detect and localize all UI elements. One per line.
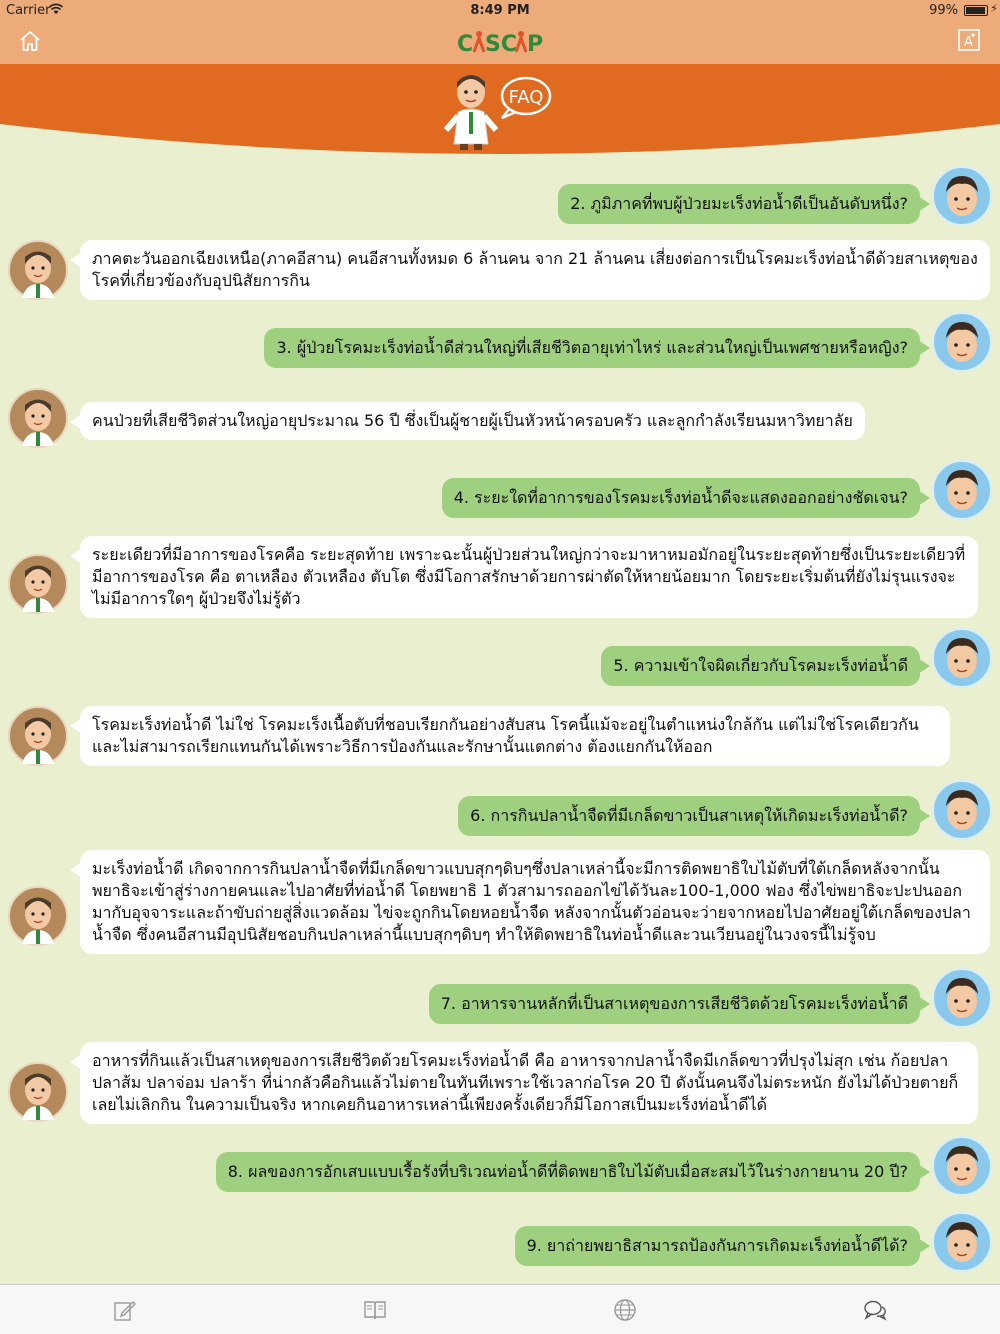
- font-size-icon[interactable]: [958, 29, 980, 51]
- answer-message: [0, 1040, 1000, 1126]
- user-avatar: [932, 628, 992, 688]
- question-message: [0, 164, 1000, 230]
- doctor-avatar: [8, 1062, 68, 1122]
- answer-message: [0, 236, 1000, 304]
- chat-icon[interactable]: [863, 1298, 887, 1322]
- user-avatar: [932, 968, 992, 1028]
- question-bubble[interactable]: 9. ยาถ่ายพยาธิสามารถป้องกันการเกิดมะเร็งท่อน้ำดีได้?: [515, 1226, 920, 1266]
- question-message: [0, 460, 1000, 526]
- question-bubble[interactable]: 8. ผลของการอักเสบแบบเรื้อรังที่บริเวณท่อน้ำดีที่ติดพยาธิใบไม้ตับเมื่อสะสมไว้ในร่างกายนาน 20 ปี?: [216, 1152, 920, 1192]
- answer-message: [0, 704, 1000, 772]
- doctor-face-icon: [10, 242, 66, 298]
- boy-face-icon: [934, 782, 990, 838]
- boy-face-icon: [934, 168, 990, 224]
- answer-message: [0, 386, 1000, 452]
- question-message: [0, 628, 1000, 694]
- doctor-avatar: [8, 886, 68, 946]
- doctor-avatar: [8, 388, 68, 448]
- user-avatar: [932, 1136, 992, 1196]
- question-message: [0, 1210, 1000, 1276]
- question-message: [0, 966, 1000, 1032]
- svg-text:SC: SC: [485, 32, 517, 57]
- tab-bar: [0, 1284, 1000, 1334]
- home-icon[interactable]: [18, 29, 42, 53]
- doctor-face-icon: [10, 1064, 66, 1120]
- navigation-bar: [0, 0, 1000, 64]
- user-avatar: [932, 1212, 992, 1272]
- doctor-face-icon: [10, 708, 66, 764]
- doctor-face-icon: [10, 390, 66, 446]
- battery-percent: 99%: [929, 3, 958, 18]
- charging-icon: ⚡: [990, 2, 998, 15]
- faq-chat-list[interactable]: [0, 160, 1000, 1284]
- boy-face-icon: [934, 314, 990, 370]
- doctor-face-icon: [10, 556, 66, 612]
- question-bubble[interactable]: 3. ผู้ป่วยโรคมะเร็งท่อน้ำดีส่วนใหญ่ที่เสียชีวิตอายุเท่าไหร่ และส่วนใหญ่เป็นเพศชายหรือหญิง?: [264, 328, 920, 368]
- question-bubble[interactable]: 4. ระยะใดที่อาการของโรคมะเร็งท่อน้ำดีจะแสดงออกอย่างชัดเจน?: [442, 478, 920, 518]
- boy-face-icon: [934, 970, 990, 1026]
- answer-bubble[interactable]: ระยะเดียวที่มีอาการของโรคคือ ระยะสุดท้าย เพราะฉะนั้นผู้ป่วยส่วนใหญ่กว่าจะมาหาหมอมักอยู่ในระยะสุดท้ายซึ่งเป็นระยะเดียวที่มีอาการของโรค คือ ตาเหลือง ตัวเหลือง ตับโต ซึ่งมีโอกาสรักษาด้วยการผ่าตัดให้หายน้อยมาก โดยระยะเริ่มต้นที่ยังไม่รุนแรงจะไม่มีอาการใดๆ ผู้ป่วยจึงไม่รู้ตัว: [80, 536, 978, 618]
- boy-face-icon: [934, 630, 990, 686]
- question-message: [0, 780, 1000, 846]
- answer-bubble[interactable]: อาหารที่กินแล้วเป็นสาเหตุของการเสียชีวิตด้วยโรคมะเร็งท่อน้ำดี คือ อาหารจากปลาน้ำจืดมีเกล็ดขาวที่ปรุงไม่สุก เช่น ก้อยปลา ปลาส้ม ปลาจ่อม ปลาร้า ที่น่ากลัวคือกินแล้วไม่ตายในทันทีเพราะใช้เวลาก่อโรค 20 ปี ดังนั้นคนจึงไม่ตระหนัก ยังไม่ได้ป่วยตายก็เลยไม่เลิกกิน ในความเป็นจริง หากเคยกินอาหารเหล่านี้เพียงครั้งเดียวก็มีโอกาสเป็นมะเร็งท่อน้ำดีได้: [80, 1042, 978, 1124]
- answer-bubble[interactable]: โรคมะเร็งท่อน้ำดี ไม่ใช่ โรคมะเร็งเนื้อตับที่ชอบเรียกกันอย่างสับสน โรคนี้แม้จะอยู่ในตำแหน่งใกล้กัน แต่ไม่ใช่โรคเดียวกันและไม่สามารถเรียกแทนกันได้เพราะวิธีการป้องกันและรักษานั้นแตกต่าง ต้องแยกกันให้ออก: [80, 706, 950, 766]
- carrier-label: Carrier: [6, 3, 51, 18]
- faq-doctor-mascot: [440, 70, 560, 152]
- boy-face-icon: [934, 1214, 990, 1270]
- boy-face-icon: [934, 462, 990, 518]
- status-bar: [0, 0, 1000, 22]
- user-avatar: [932, 312, 992, 372]
- doctor-face-icon: [10, 888, 66, 944]
- answer-message: [0, 536, 1000, 620]
- question-bubble[interactable]: 7. อาหารจานหลักที่เป็นสาเหตุของการเสียชีวิตด้วยโรคมะเร็งท่อน้ำดี: [429, 984, 920, 1024]
- svg-text:P: P: [527, 32, 544, 57]
- question-bubble[interactable]: 6. การกินปลาน้ำจืดที่มีเกล็ดขาวเป็นสาเหตุให้เกิดมะเร็งท่อน้ำดี?: [458, 796, 920, 836]
- book-icon[interactable]: [363, 1298, 387, 1322]
- user-avatar: [932, 460, 992, 520]
- globe-icon[interactable]: [613, 1298, 637, 1322]
- user-avatar: [932, 780, 992, 840]
- doctor-avatar: [8, 706, 68, 766]
- doctor-avatar: [8, 240, 68, 300]
- svg-text:A: A: [964, 35, 973, 50]
- cascap-logo: [455, 24, 545, 60]
- battery-icon: [964, 5, 988, 16]
- answer-bubble[interactable]: ภาคตะวันออกเฉียงเหนือ(ภาคอีสาน) คนอีสานทั้งหมด 6 ล้านคน จาก 21 ล้านคน เสี่ยงต่อการเป็นโรคมะเร็งท่อน้ำดีด้วยสาเหตุของโรคที่เกี่ยวข้องกับอุปนิสัยการกิน: [80, 240, 990, 300]
- question-bubble[interactable]: 5. ความเข้าใจผิดเกี่ยวกับโรคมะเร็งท่อน้ำดี: [601, 646, 920, 686]
- boy-face-icon: [934, 1138, 990, 1194]
- question-bubble[interactable]: 2. ภูมิภาคที่พบผู้ป่วยมะเร็งท่อน้ำดีเป็นอันดับหนึ่ง?: [558, 184, 920, 224]
- clock: 8:49 PM: [470, 3, 530, 18]
- question-message: [0, 312, 1000, 378]
- doctor-avatar: [8, 554, 68, 614]
- question-message: [0, 1134, 1000, 1200]
- faq-label: FAQ: [508, 87, 544, 108]
- edit-icon[interactable]: [113, 1298, 137, 1322]
- answer-bubble[interactable]: มะเร็งท่อน้ำดี เกิดจากการกินปลาน้ำจืดที่มีเกล็ดขาวแบบสุกๆดิบๆซึ่งปลาเหล่านี้จะมีการติดพยาธิใบไม้ตับที่ใต้เกล็ดหลังจากนั้นพยาธิจะเข้าสู่ร่างกายคนและไปอาศัยที่ท่อน้ำดี โดยพยาธิ 1 ตัวสามารถออกไข่ได้วันละ100-1,000 ฟอง ซึ่งไข่พยาธิจะปะปนออกมากับอุจจาระและถ้าขับถ่ายสู่สิ่งแวดล้อม ไข่จะถูกกินโดยหอยน้ำจืด หลังจากนั้นตัวอ่อนจะว่ายจากหอยไปอาศัยอยู่ใต้เกล็ดของปลาน้ำจืด ซึ่งคนอีสานมีอุปนิสัยชอบกินปลาเหล่านี้แบบสุกๆดิบๆ ทำให้ติดพยาธิในท่อน้ำดีและวนเวียนอยู่ในวงจรนี้ไม่รู้จบ: [80, 850, 990, 954]
- answer-message: [0, 850, 1000, 956]
- svg-text:C: C: [457, 32, 474, 57]
- user-avatar: [932, 166, 992, 226]
- answer-bubble[interactable]: คนป่วยที่เสียชีวิตส่วนใหญ่อายุประมาณ 56 ปี ซึ่งเป็นผู้ชายผู้เป็นหัวหน้าครอบครัว และลูกกำลังเรียนมหาวิทยาลัย: [80, 402, 865, 440]
